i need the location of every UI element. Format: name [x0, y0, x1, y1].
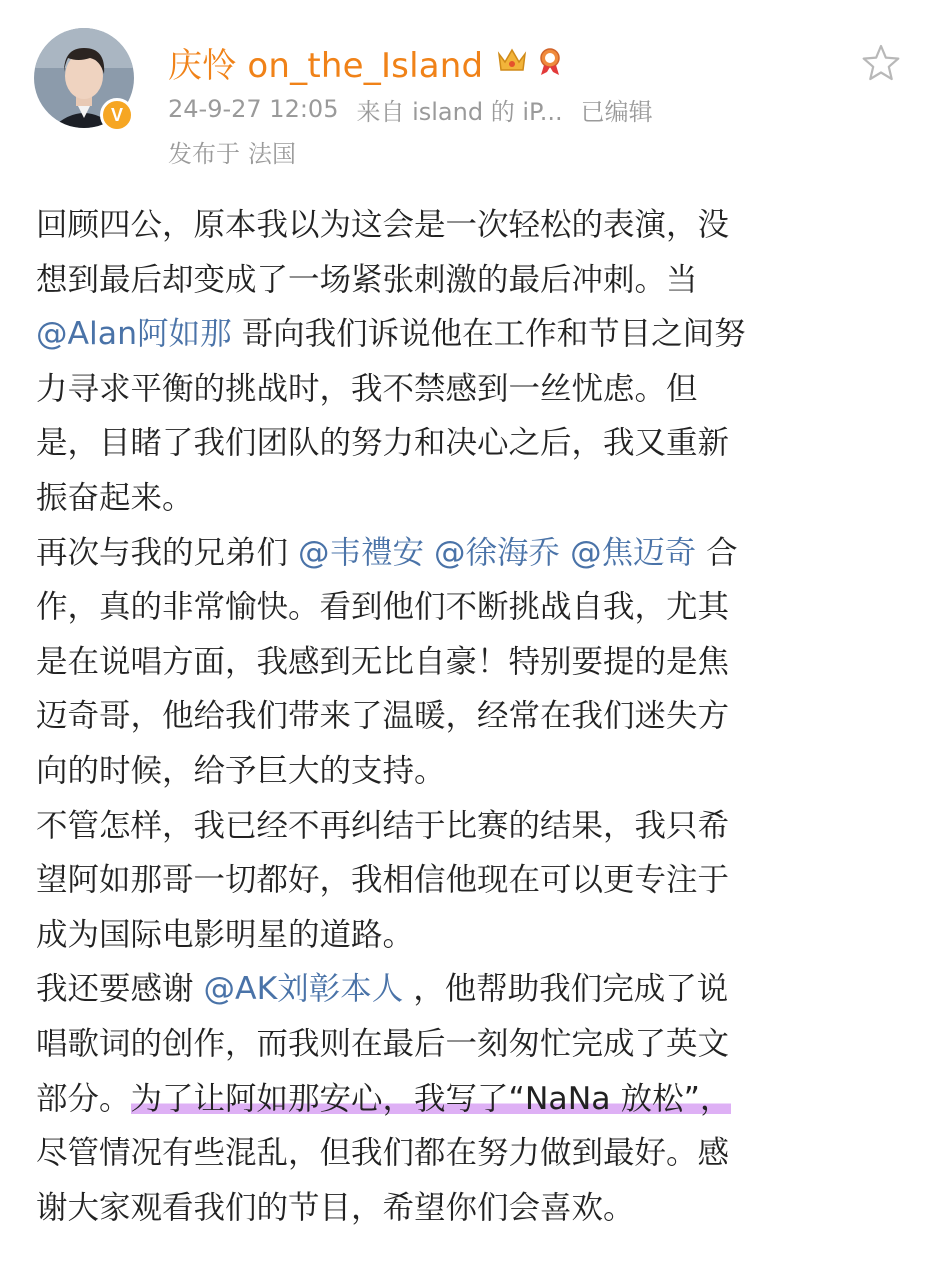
- post-text: 成为国际电影明星的道路。: [36, 916, 415, 953]
- post-line: [36, 526, 898, 581]
- post-text: 唱歌词的创作，而我则在最后一刻匆忙完成了英文: [36, 1025, 730, 1062]
- post-text: 作，真的非常愉快。看到他们不断挑战自我，尤其: [36, 589, 730, 626]
- post-text: 是在说唱方面，我感到无比自豪！特别要提的是焦: [36, 643, 730, 680]
- post-text: 再次与我的兄弟们: [36, 534, 299, 571]
- post-line: [36, 198, 898, 253]
- post-line: [36, 416, 898, 471]
- mention-link[interactable]: @Alan阿如那: [36, 316, 232, 353]
- star-outline-icon[interactable]: [860, 42, 902, 84]
- post-text: 哥向我们诉说他在工作和节目之间努: [231, 316, 746, 353]
- post-text: 是，目睹了我们团队的努力和决心之后，我又重新: [36, 425, 730, 462]
- post-line: [36, 1017, 898, 1072]
- highlighted-text: 为了让阿如那安心，我写了“NaNa 放松”，: [130, 1080, 732, 1117]
- verified-badge: V: [100, 98, 134, 132]
- post-line: [36, 962, 898, 1017]
- post-text: 向的时候，给予巨大的支持。: [36, 752, 446, 789]
- post-text: 谢大家观看我们的节目，希望你们会喜欢。: [36, 1189, 635, 1226]
- post-line: [36, 1072, 898, 1127]
- post-text: ，他帮助我们完成了说: [403, 971, 729, 1008]
- post-meta: [168, 92, 653, 126]
- post-line: [36, 744, 898, 799]
- post-text: 振奋起来。: [36, 479, 194, 516]
- post-text: 想到最后却变成了一场紧张刺激的最后冲刺。当: [36, 261, 698, 298]
- post-text: 不管怎样，我已经不再纠结于比赛的结果，我只希: [36, 807, 730, 844]
- post-text: 望阿如那哥一切都好，我相信他现在可以更专注于: [36, 862, 730, 899]
- post-line: [36, 799, 898, 854]
- post-line: [36, 689, 898, 744]
- post-line: [36, 307, 898, 362]
- username-row: [168, 38, 563, 86]
- post-line: [36, 908, 898, 963]
- post-text: 合: [696, 534, 738, 571]
- post-line: [36, 362, 898, 417]
- location-value: 法国: [248, 139, 296, 168]
- post-text: 尽管情况有些混乱，但我们都在努力做到最好。感: [36, 1135, 730, 1172]
- mention-link[interactable]: @焦迈奇: [570, 534, 697, 571]
- post-source: 来自 island 的 iP...: [356, 97, 563, 126]
- post-timestamp: 24-9-27 12:05: [168, 95, 339, 123]
- crown-icon: [497, 46, 527, 79]
- post-header: [0, 0, 930, 175]
- post-line: [36, 853, 898, 908]
- post-text: 部分。: [36, 1080, 131, 1117]
- username[interactable]: 庆怜 on_the_Island: [168, 45, 484, 86]
- post-line: [36, 253, 898, 308]
- post-location: [168, 134, 296, 168]
- mention-link[interactable]: @AK刘彰本人: [203, 971, 404, 1008]
- mention-link[interactable]: @韦禮安: [298, 534, 425, 571]
- post-line: [36, 1181, 898, 1236]
- post-line: [36, 471, 898, 526]
- medal-icon: [537, 47, 563, 77]
- post-text: 力寻求平衡的挑战时，我不禁感到一丝忧虑。但: [36, 370, 698, 407]
- post-text: [560, 535, 570, 571]
- post-body: [36, 198, 898, 1235]
- post-text: [424, 535, 434, 571]
- mention-link[interactable]: @徐海乔: [434, 534, 561, 571]
- post-line: [36, 580, 898, 635]
- post-text: 迈奇哥，他给我们带来了温暖，经常在我们迷失方: [36, 698, 730, 735]
- post-line: [36, 635, 898, 690]
- post-text: 回顾四公，原本我以为这会是一次轻松的表演，没: [36, 207, 730, 243]
- post-line: [36, 1126, 898, 1181]
- location-prefix: 发布于: [168, 139, 240, 168]
- post-text: 我还要感谢: [36, 971, 204, 1008]
- edited-label[interactable]: 已编辑: [580, 97, 653, 126]
